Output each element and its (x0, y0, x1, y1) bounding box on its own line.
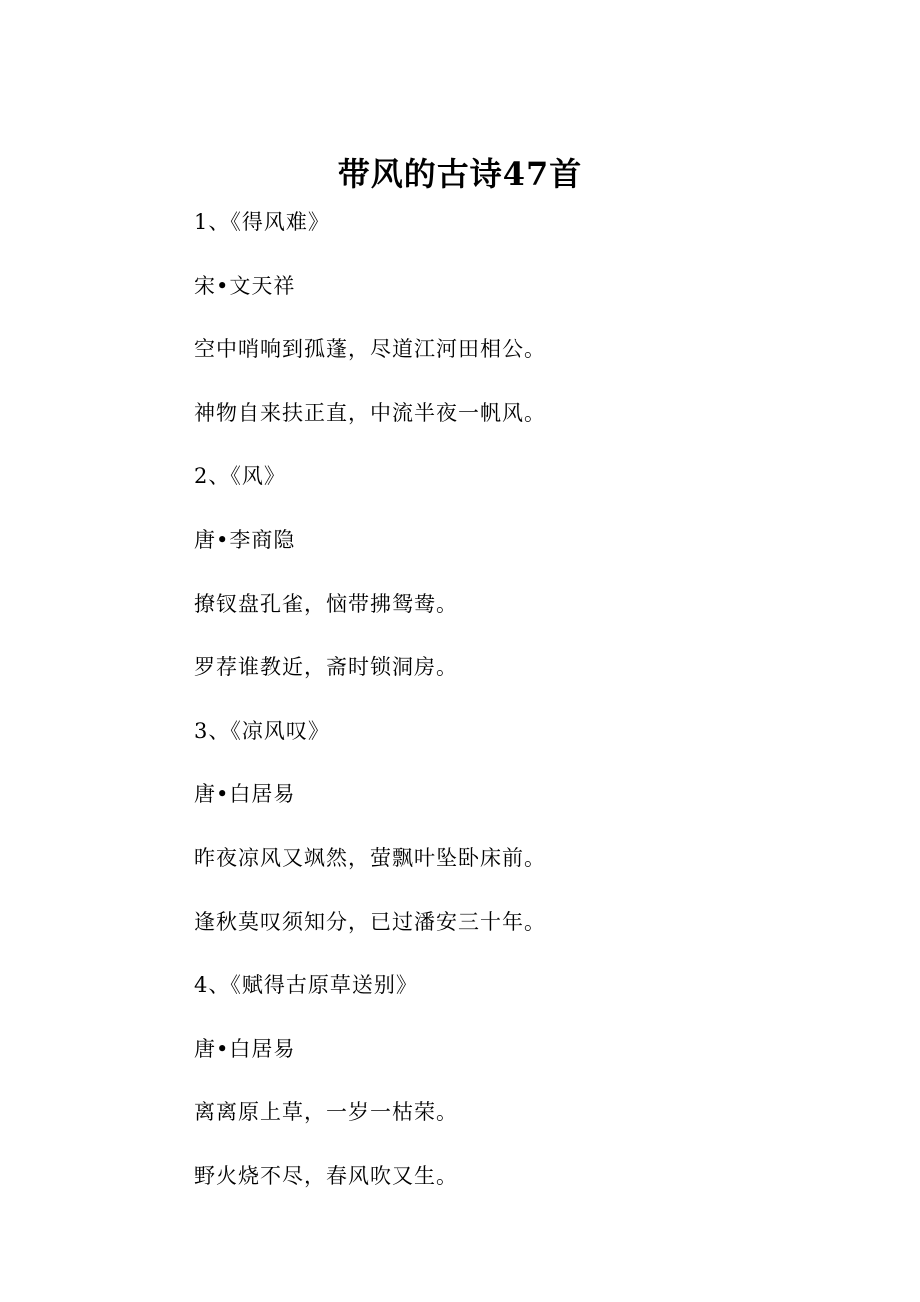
poem-author: 宋•文天祥 (194, 273, 296, 298)
poem-line: 逢秋莫叹须知分，已过潘安三十年。 (194, 909, 546, 934)
poem-author: 唐•白居易 (194, 1036, 296, 1061)
poem-author: 唐•白居易 (194, 782, 296, 807)
poem-line: 神物自来扶正直，中流半夜一帆风。 (194, 400, 546, 425)
poem-heading: 4、《赋得古原草送别》 (194, 973, 418, 998)
poem-heading: 3、《凉风叹》 (194, 718, 330, 743)
poem-heading: 1、《得风难》 (194, 210, 330, 234)
poem-line: 野火烧不尽，春风吹又生。 (194, 1163, 458, 1188)
page-title: 带风的古诗47首 (337, 155, 583, 193)
poem-line: 离离原上草，一岁一枯荣。 (194, 1100, 458, 1125)
poem-author: 唐•李商隐 (194, 527, 296, 552)
poem-line: 空中哨响到孤蓬，尽道江河田相公。 (194, 337, 546, 362)
poem-line: 昨夜凉风又飒然，萤飘叶坠卧床前。 (194, 845, 546, 870)
poem-line: 罗荐谁教近，斋时锁洞房。 (194, 655, 458, 680)
poem-list (194, 206, 834, 1224)
poem-heading: 2、《风》 (194, 464, 286, 489)
poem-line: 撩钗盘孔雀，恼带拂鸳鸯。 (194, 591, 458, 616)
